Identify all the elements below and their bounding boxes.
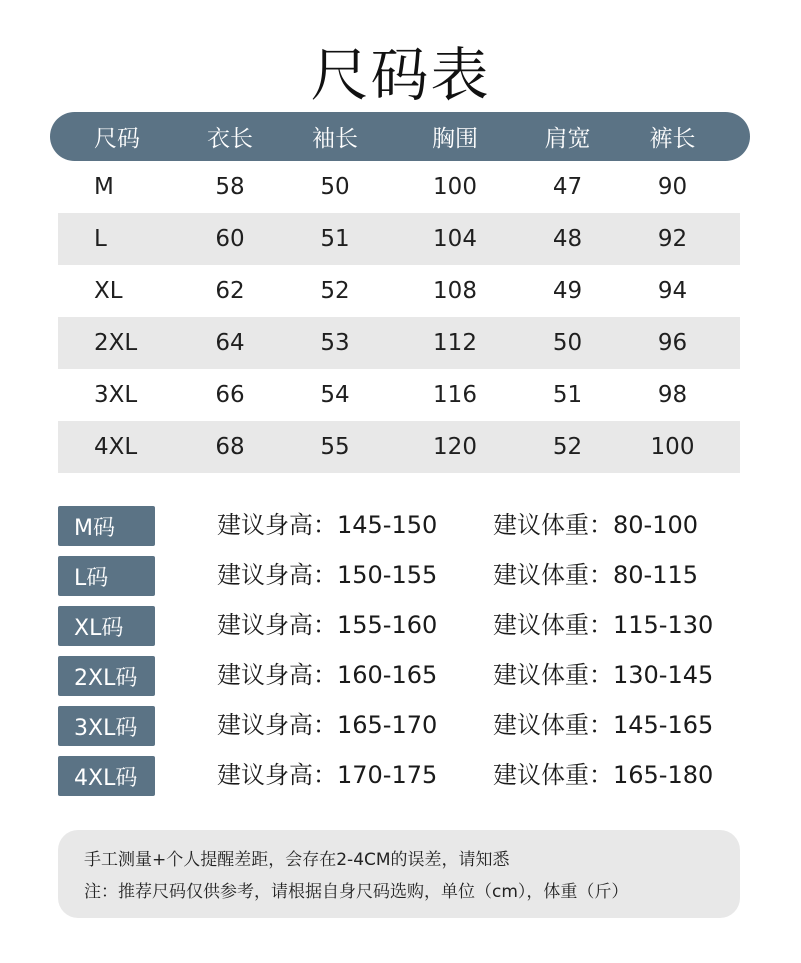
recommendation-row: [58, 606, 758, 656]
table-cell: 4XL: [94, 434, 138, 460]
table-cell: 58: [215, 174, 245, 200]
header-chest: 胸围: [432, 126, 478, 152]
size-badge: L码: [58, 556, 155, 596]
table-cell: 52: [552, 434, 583, 460]
table-cell: 66: [215, 382, 245, 408]
recommendation-row: [58, 756, 758, 806]
notes-box: [58, 830, 740, 918]
table-row: [58, 421, 740, 473]
table-cell: 90: [657, 174, 688, 200]
table-cell: 96: [657, 330, 688, 356]
table-cell: 53: [320, 330, 350, 356]
table-cell: 55: [320, 434, 350, 460]
note-measurement: 手工测量+个人提醒差距，会存在2-4CM的误差，请知悉: [84, 850, 510, 870]
page-title: 尺码表: [310, 41, 491, 109]
note-disclaimer: 注：推荐尺码仅供参考，请根据自身尺码选购，单位（cm），体重（斤）: [84, 882, 629, 902]
table-header: [50, 112, 750, 161]
table-cell: 47: [552, 174, 583, 200]
table-cell: 116: [433, 382, 477, 408]
recommendation-row: [58, 506, 758, 556]
recommended-weight: 建议体重：145-165: [493, 711, 714, 739]
table-cell: XL: [94, 278, 123, 304]
table-cell: 54: [320, 382, 350, 408]
table-cell: 104: [433, 226, 477, 252]
table-cell: 112: [433, 330, 477, 356]
size-badge: 2XL码: [58, 656, 155, 696]
recommended-weight: 建议体重：80-100: [493, 511, 699, 539]
table-row: [58, 317, 740, 369]
size-table: [50, 112, 750, 473]
table-row: [50, 161, 750, 213]
table-cell: M: [94, 174, 114, 200]
recommended-height: 建议身高：155-160: [217, 611, 438, 639]
recommended-weight: 建议体重：165-180: [493, 761, 714, 789]
table-cell: L: [94, 226, 107, 252]
table-cell: 92: [657, 226, 688, 252]
size-badge: XL码: [58, 606, 155, 646]
recommended-height: 建议身高：150-155: [217, 561, 438, 589]
recommendation-row: [58, 556, 758, 606]
size-recommendations: [58, 506, 758, 806]
header-sleeve: 袖长: [312, 126, 358, 152]
table-cell: 100: [650, 434, 695, 460]
recommendation-row: [58, 706, 758, 756]
header-shoulder: 肩宽: [544, 126, 591, 152]
recommended-height: 建议身高：145-150: [217, 511, 438, 539]
size-badge: 3XL码: [58, 706, 155, 746]
recommended-weight: 建议体重：115-130: [493, 611, 714, 639]
table-cell: 62: [215, 278, 245, 304]
table-cell: 68: [215, 434, 245, 460]
recommended-weight: 建议体重：80-115: [493, 561, 699, 589]
table-cell: 50: [552, 330, 583, 356]
table-cell: 51: [552, 382, 583, 408]
table-cell: 94: [657, 278, 688, 304]
recommendation-row: [58, 656, 758, 706]
size-badge: 4XL码: [58, 756, 155, 796]
table-row: [58, 213, 740, 265]
table-cell: 60: [215, 226, 245, 252]
table-cell: 98: [657, 382, 688, 408]
recommended-weight: 建议体重：130-145: [493, 661, 714, 689]
table-cell: 50: [320, 174, 350, 200]
table-cell: 120: [433, 434, 477, 460]
table-cell: 48: [552, 226, 583, 252]
table-cell: 64: [215, 330, 245, 356]
table-cell: 3XL: [94, 382, 138, 408]
table-cell: 52: [320, 278, 350, 304]
recommended-height: 建议身高：170-175: [217, 761, 438, 789]
table-cell: 108: [433, 278, 477, 304]
table-row: [50, 369, 750, 421]
recommended-height: 建议身高：165-170: [217, 711, 438, 739]
size-badge: M码: [58, 506, 155, 546]
table-row: [50, 265, 750, 317]
table-cell: 2XL: [94, 330, 138, 356]
recommended-height: 建议身高：160-165: [217, 661, 438, 689]
header-length: 衣长: [207, 126, 253, 152]
header-size: 尺码: [94, 126, 140, 152]
table-cell: 51: [320, 226, 350, 252]
header-pants-length: 裤长: [649, 126, 696, 152]
table-cell: 49: [552, 278, 583, 304]
table-cell: 100: [433, 174, 477, 200]
